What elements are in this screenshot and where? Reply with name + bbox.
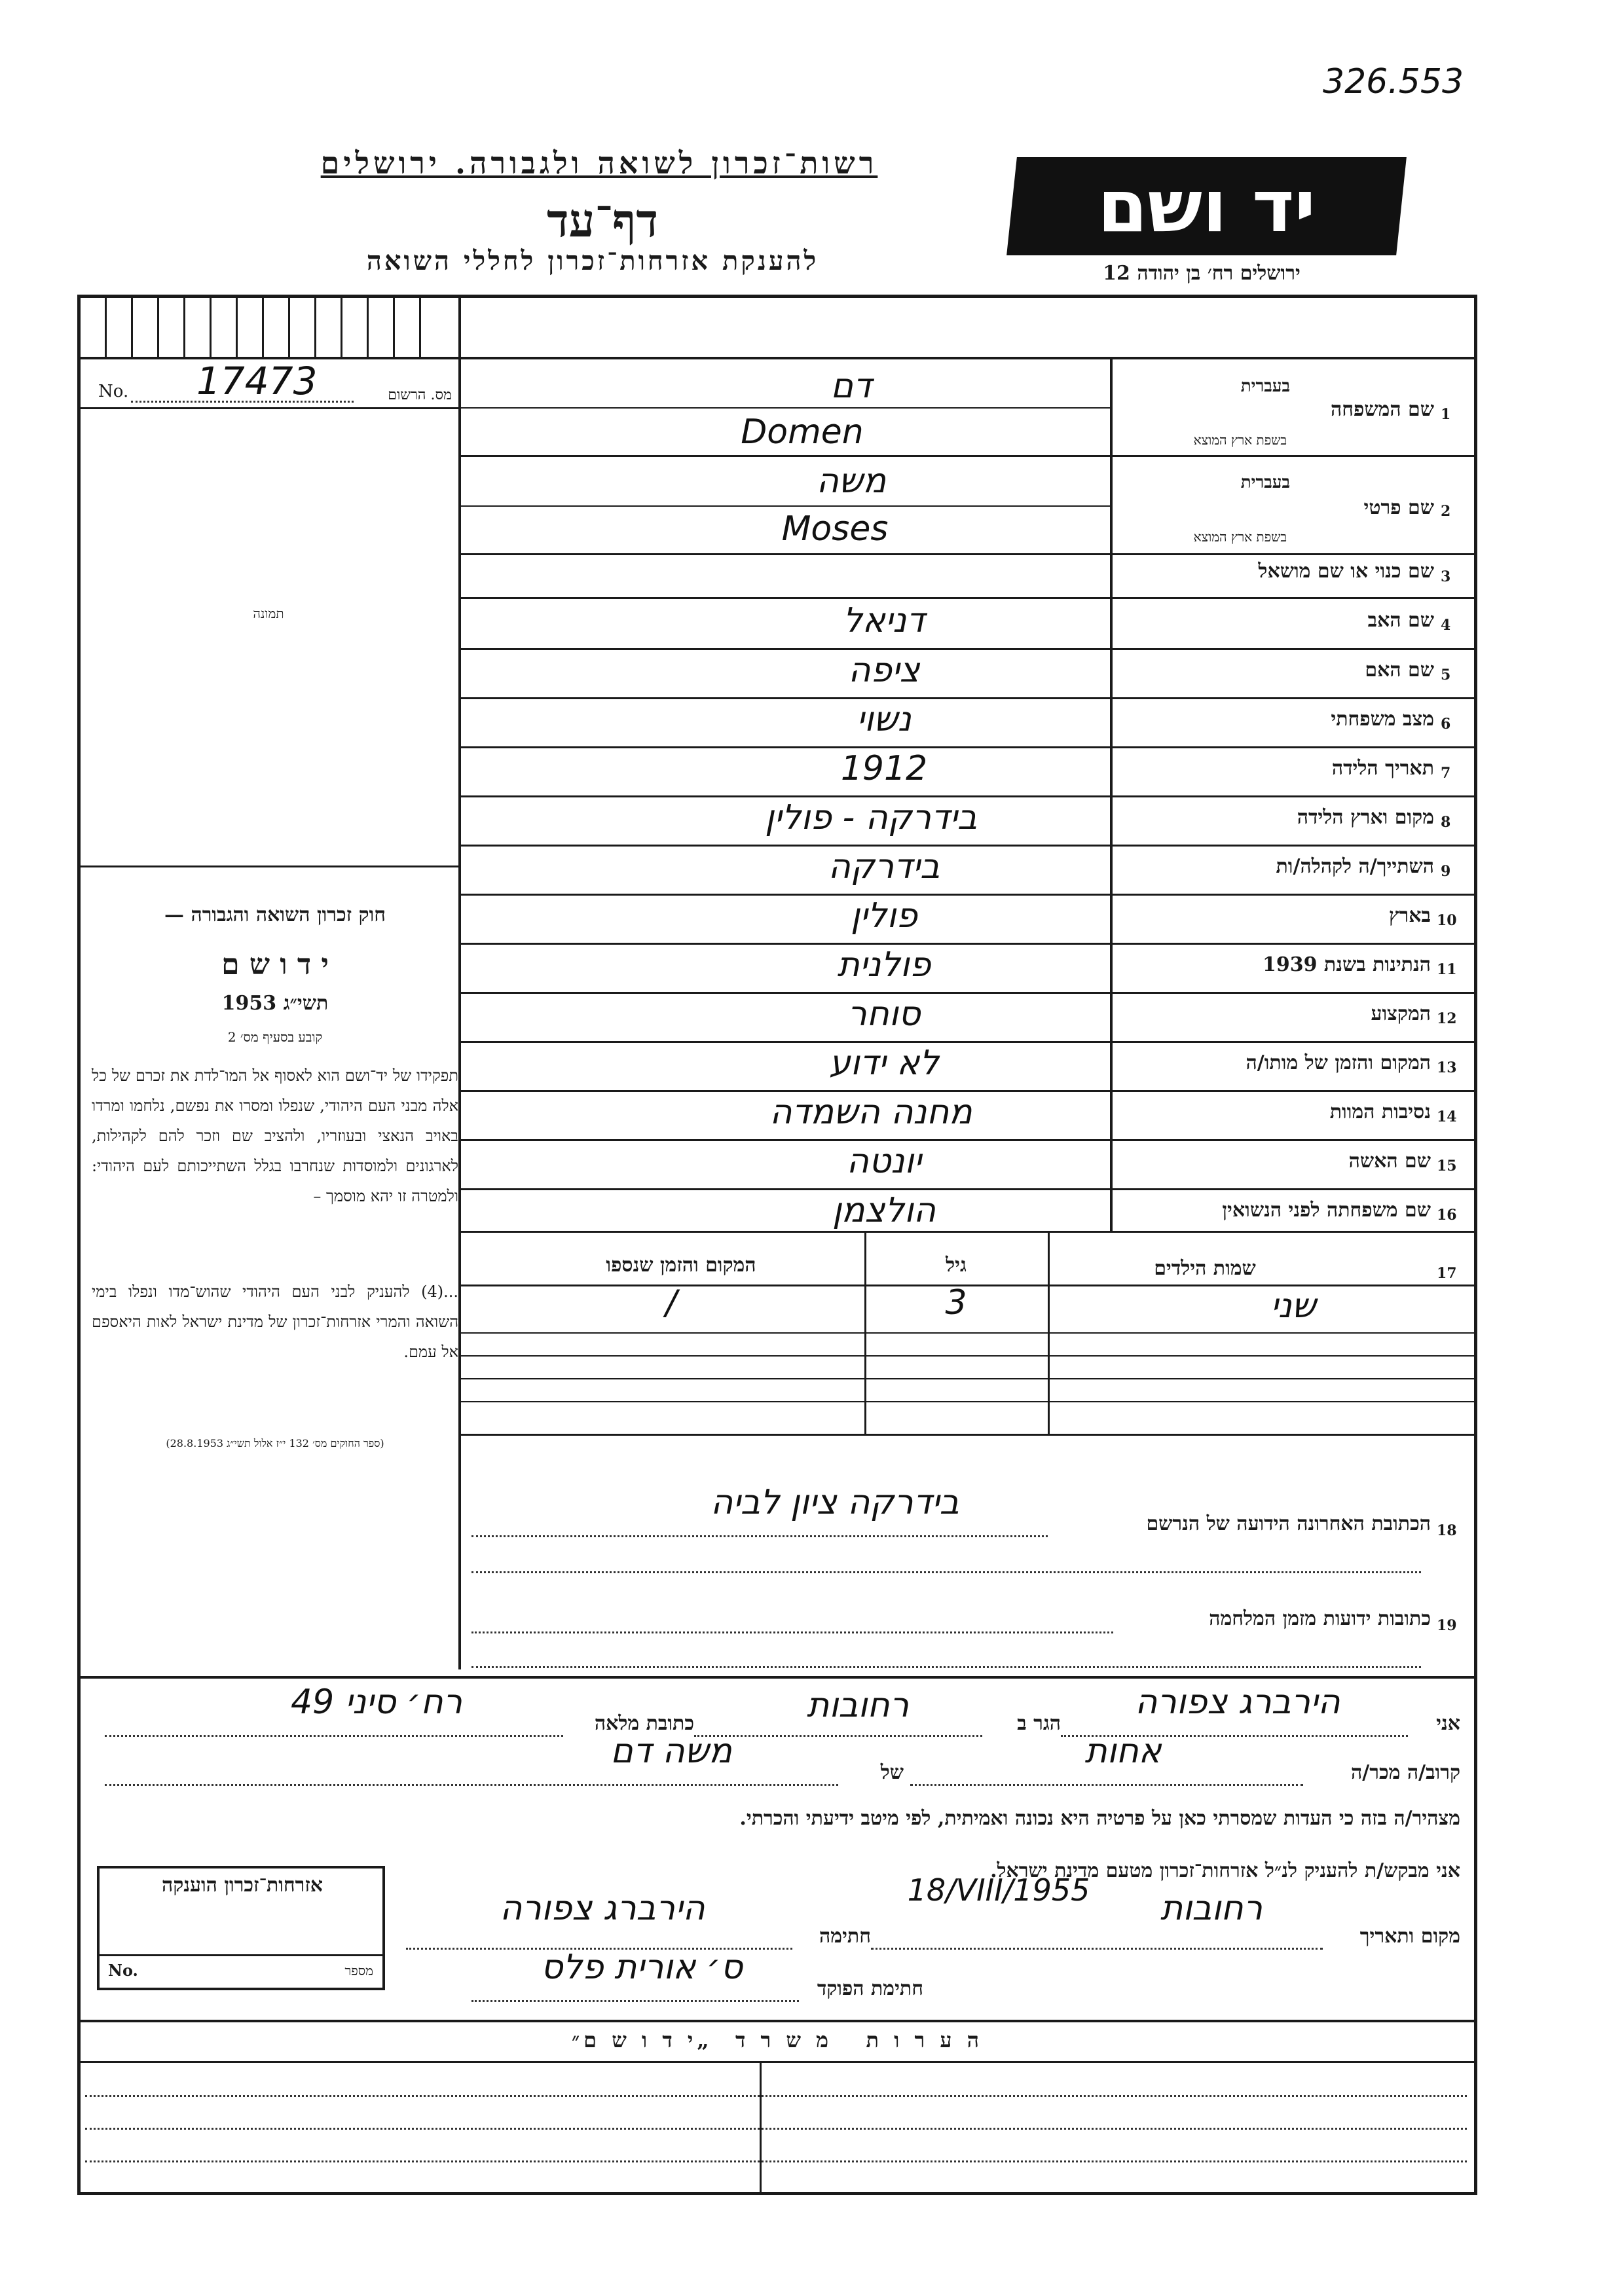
- decl-relative-value: אחות: [1084, 1732, 1162, 1771]
- law-year: תשי״ג 1953: [221, 992, 329, 1015]
- photo-label: תמונה: [253, 606, 284, 621]
- reg-label: מס. הרשום: [388, 387, 452, 403]
- law-text-1: תפקידו של יד־ושם הוא לאסוף אל המו־לדת את זכרם של כל אלה מבני העם היהודי, שנפלו ומסרו את נפשם, נלחמו ומרדו באויב הנאצי ובעוזריו, ולהציב שם וזכר להם לקהילות, לארגונים ולמוסדות שנחרבו בגלל השתייכותם לעם היהודי: ולמטרה זו יהא מוסמך –: [92, 1066, 458, 1205]
- field-3-number: 3: [1441, 568, 1451, 585]
- row-divider: [458, 1231, 1477, 1233]
- office-notes-title: ה ע ר ו ת מ ש ר ד „י ד ו ש ם״: [571, 2028, 984, 2052]
- row-divider: [458, 648, 1477, 650]
- field-16-value: הולצמן: [832, 1191, 936, 1230]
- field-14-label: נסיבות המוות: [1329, 1101, 1431, 1123]
- field-2-mid-line: [458, 505, 1112, 507]
- citizenship-no-label: No.: [108, 1961, 138, 1980]
- field-1-value-bottom: Domen: [741, 412, 864, 452]
- field-19-label: כתובות ידועות מזמן המלחמה: [1209, 1607, 1431, 1630]
- notes-line: [85, 2160, 1467, 2162]
- decl-signature-value: הירברג צפורה: [500, 1889, 705, 1928]
- reg-cell: [393, 295, 395, 357]
- reg-cell: [210, 295, 212, 357]
- notes-header-divider: [77, 2061, 1477, 2063]
- decl-resides-value: רחובות: [807, 1686, 909, 1725]
- law-clause: קובע בסעיף מס׳ 2: [227, 1029, 323, 1045]
- row-divider: [458, 455, 1477, 457]
- field-13-value: לא ידוע: [829, 1044, 939, 1083]
- field-1-sub-bottom: בשפת ארץ המוצא: [1193, 432, 1287, 448]
- children-col-age: גיל: [946, 1254, 967, 1277]
- reg-cell: [341, 295, 342, 357]
- photo-divider: [77, 866, 461, 867]
- decl-relative-label: קרוב/ה מכר/ה: [1351, 1761, 1460, 1784]
- field-6-value: נשוי: [857, 700, 912, 739]
- field-9-value: בידרקה: [828, 847, 940, 886]
- row-divider: [458, 1041, 1477, 1043]
- children-bottom-divider: [458, 1434, 1477, 1436]
- field-9-label: השתייך/ה לקהלה/ות: [1276, 855, 1434, 878]
- reg-cell: [367, 295, 369, 357]
- citizenship-number-label: מספר: [344, 1963, 373, 1978]
- law-title: חוק זכרון השואה והגבורה —: [164, 903, 386, 926]
- children-row-line: [458, 1355, 1477, 1357]
- field-15-value: יונטה: [846, 1142, 922, 1181]
- decl-of-line: [105, 1784, 838, 1786]
- row-divider: [458, 795, 1477, 797]
- decl-officer-label: חתימת הפוקד: [817, 1977, 923, 2000]
- row-divider: [458, 845, 1477, 847]
- decl-resides-label: הגר ב: [1017, 1712, 1061, 1735]
- field-1-mid-line: [458, 407, 1112, 409]
- field-18-line: [471, 1535, 1048, 1537]
- notes-line: [85, 2095, 1467, 2097]
- decl-relative-line: [910, 1784, 1303, 1786]
- notes-top-divider: [77, 2020, 1477, 2022]
- field-5-label: שם האם: [1365, 659, 1434, 682]
- field-7-value: 1912: [840, 749, 928, 788]
- field-1-value-top: דם: [830, 367, 872, 406]
- logo-text: יד ושם: [1097, 164, 1316, 248]
- reg-no-line: [131, 401, 354, 403]
- row-divider: [458, 894, 1477, 896]
- decl-statement-2: אני מבקש/ת להעניק לנ״ל אזרחות־זכרון מטעם מדינת ישראל.: [990, 1859, 1460, 1882]
- field-15-label: שם האשה: [1348, 1150, 1431, 1173]
- field-7-label: תאריך הלידה: [1331, 757, 1434, 780]
- decl-address-value: רח׳ סיני 49: [291, 1683, 462, 1722]
- row-divider: [458, 1139, 1477, 1141]
- field-2-sub-top: בעברית: [1240, 473, 1290, 492]
- decl-place-value: רחובות: [1160, 1889, 1263, 1928]
- field-14-value: מחנה השמדה: [769, 1093, 972, 1132]
- row-divider: [458, 943, 1477, 945]
- field-12-number: 12: [1437, 1010, 1457, 1027]
- field-15-number: 15: [1437, 1157, 1457, 1175]
- field-18-label: הכתובת האחרונה הידועה של הנרשם: [1146, 1512, 1431, 1535]
- row-divider: [458, 1188, 1477, 1190]
- children-row-line: [458, 1378, 1477, 1379]
- law-name: י ד ו ש ם: [221, 948, 329, 981]
- field-1-sub-top: בעברית: [1240, 376, 1290, 396]
- field-4-label: שם האב: [1367, 609, 1434, 632]
- decl-of-value: משה דם: [610, 1732, 732, 1771]
- row-divider: [458, 697, 1477, 699]
- reg-no-label: No.: [98, 382, 129, 401]
- reg-cell: [236, 295, 238, 357]
- reg-cell: [105, 295, 107, 357]
- field-19-line-2: [471, 1666, 1421, 1668]
- decl-date-value: 18/VIII/1955: [907, 1872, 1090, 1908]
- left-column-divider: [458, 295, 461, 1669]
- field-18-line-2: [471, 1571, 1421, 1573]
- field-2-label: שם פרטי: [1363, 496, 1434, 519]
- form-title: דף־עד: [546, 193, 658, 247]
- field-8-value: בידרקה - פולין: [764, 798, 978, 837]
- reg-cell: [288, 295, 290, 357]
- decl-signature-label: חתימה: [819, 1925, 871, 1948]
- field-2-number: 2: [1441, 503, 1451, 520]
- notes-line: [85, 2128, 1467, 2130]
- field-8-label: מקום וארץ הלידה: [1297, 806, 1434, 829]
- field-16-number: 16: [1437, 1207, 1457, 1224]
- section-divider: [77, 1676, 1477, 1679]
- row-divider: [458, 746, 1477, 748]
- children-col-place: המקום והזמן שנספו: [606, 1254, 756, 1277]
- field-4-value: דניאל: [843, 601, 925, 640]
- field-5-value: ציפה: [848, 651, 920, 690]
- archive-number: 326.553: [1323, 62, 1464, 101]
- row-divider: [458, 1090, 1477, 1092]
- field-2-value-bottom: Moses: [781, 509, 889, 549]
- reg-no-value: 17473: [196, 359, 318, 403]
- authority-title: רשות־זכרון לשואה ולגבורה. ירושלים: [320, 145, 878, 181]
- decl-i-label: אני: [1436, 1712, 1460, 1735]
- field-6-label: מצב משפחתי: [1331, 708, 1434, 731]
- law-citation: (ספר החוקים מס׳ 132 י״ז אלול תשי״ג 28.8.1953): [166, 1437, 384, 1449]
- field-3-label: שם כנוי או שם מושאל: [1258, 560, 1434, 583]
- field-12-value: סוחר: [847, 994, 921, 1034]
- decl-statement-1: מצהיר/ה בזה כי העדות שמסרתי כאן על פרטיה היא נכונה ואמיתית, לפי מיטב ידיעתי והכרתי.: [739, 1807, 1460, 1830]
- field-10-number: 10: [1437, 912, 1457, 929]
- decl-place-date-label: מקום ותאריך: [1359, 1925, 1460, 1948]
- citizenship-box-divider: [97, 1954, 385, 1956]
- label-column-divider: [1110, 357, 1113, 1231]
- decl-officer-value: ס׳ אורית פלס: [540, 1948, 743, 1987]
- decl-place-date-line: [871, 1948, 1323, 1950]
- field-19-number: 19: [1437, 1617, 1457, 1634]
- decl-officer-line: [471, 2000, 799, 2002]
- reg-cell: [183, 295, 185, 357]
- field-14-number: 14: [1437, 1108, 1457, 1125]
- field-1-number: 1: [1441, 406, 1451, 423]
- decl-address-line: [105, 1735, 563, 1737]
- reg-cell: [157, 295, 159, 357]
- row-divider: [458, 597, 1477, 599]
- field-13-number: 13: [1437, 1059, 1457, 1076]
- children-row-line: [458, 1332, 1477, 1334]
- field-10-label: בארץ: [1388, 904, 1431, 927]
- field-18-number: 18: [1437, 1522, 1457, 1539]
- reg-cell: [419, 295, 421, 357]
- address-line: ירושלים רח׳ בן יהודה 12: [1103, 262, 1301, 285]
- field-11-label: הנתינות בשנת 1939: [1262, 953, 1431, 976]
- row-divider: [458, 992, 1477, 994]
- child-place: /: [665, 1283, 677, 1322]
- field-18-value: בידרקה ציון לביה: [710, 1483, 959, 1522]
- child-age: 3: [945, 1283, 967, 1322]
- field-16-label: שם משפחתה לפני הנשואין: [1222, 1199, 1431, 1222]
- field-17-number: 17: [1437, 1265, 1457, 1282]
- field-10-value: פולין: [851, 896, 917, 936]
- citizenship-title: אזרחות־זכרון הוענקה: [161, 1874, 323, 1897]
- field-6-number: 6: [1441, 716, 1451, 733]
- law-text-2: ...(4) להעניק לבני העם היהודי שהוש־מדו ונפלו בימי השואה והמרי אזרחות־זכרון של מדינת ישראל לאות היאספם אל עמם.: [92, 1283, 458, 1361]
- field-4-number: 4: [1441, 617, 1451, 634]
- field-8-number: 8: [1441, 814, 1451, 831]
- field-19-line: [471, 1631, 1113, 1633]
- field-13-label: המקום והזמן של מותו/ה: [1246, 1051, 1431, 1074]
- form-subtitle: להענקת אזרחות־זכרון לחללי השואה: [366, 246, 819, 276]
- field-11-number: 11: [1437, 961, 1457, 978]
- reg-cell: [131, 295, 133, 357]
- field-5-number: 5: [1441, 666, 1451, 683]
- decl-i-value: הירברג צפורה: [1135, 1683, 1340, 1722]
- children-col-names: שמות הילדים: [1154, 1257, 1256, 1280]
- children-row-line: [458, 1401, 1477, 1402]
- row-divider: [458, 553, 1477, 555]
- field-7-number: 7: [1441, 765, 1451, 782]
- field-2-sub-bottom: בשפת ארץ המוצא: [1193, 529, 1287, 545]
- field-12-label: המקצוע: [1371, 1002, 1431, 1025]
- reg-cell: [262, 295, 264, 357]
- field-2-value-top: משה: [816, 462, 887, 501]
- field-11-value: פולנית: [837, 945, 931, 985]
- decl-of-label: של: [880, 1761, 904, 1784]
- field-9-number: 9: [1441, 863, 1451, 880]
- child-name: שני: [1270, 1286, 1316, 1326]
- reg-row-divider: [77, 407, 461, 409]
- field-1-label: שם המשפחה: [1330, 398, 1434, 421]
- reg-cell: [314, 295, 316, 357]
- decl-address-label: כתובת מלאה: [594, 1712, 694, 1735]
